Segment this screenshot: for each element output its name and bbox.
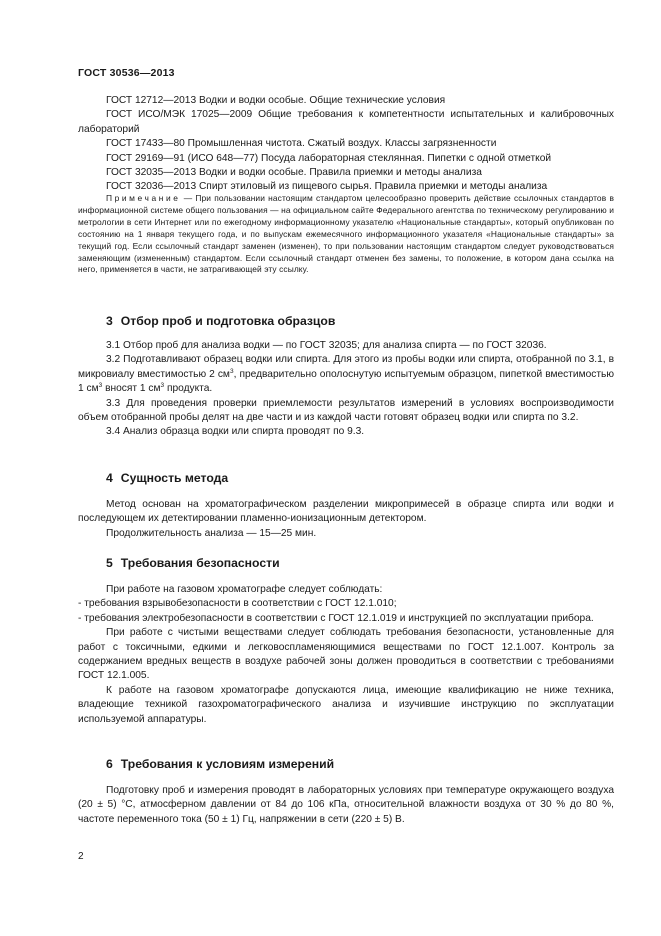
- section-4: [78, 470, 614, 541]
- reference-item: ГОСТ 32035—2013 Водки и водки особые. Правила приемки и методы анализа: [106, 167, 482, 179]
- section-6: [78, 756, 614, 827]
- reference-item: ГОСТ 32036—2013 Спирт этиловый из пищевого сырья. Правила приемки и методы анализа: [106, 181, 548, 193]
- section-3: [78, 313, 614, 440]
- paragraph: При работе с чистыми веществами следует соблюдать требования безопасности, установленные для работ с токсичными, едкими и легковоспламеняющимися веществами по ГОСТ 12.1.007. Контроль за содержанием вредных веществ в воздухе рабочей зоны должен проводиться в соответствии с требованиями ГОСТ 12.1.005.: [78, 627, 614, 682]
- paragraph: 3.4 Анализ образца водки или спирта проводят по 9.3.: [106, 426, 365, 438]
- paragraph: - требования электробезопасности в соответствии с ГОСТ 12.1.019 и инструкцией по эксплуатации прибора.: [78, 612, 594, 624]
- paragraph: Метод основан на хроматографическом разделении микропримесей в образце спирта или водки и последующем их детектировании пламенно-ионизационным детектором.: [78, 499, 614, 525]
- note-label: Примечание: [106, 193, 181, 203]
- reference-item: ГОСТ 29169—91 (ИСО 648—77) Посуда лабораторная стеклянная. Пипетки с одной отметкой: [106, 152, 552, 164]
- page-number: 2: [78, 851, 84, 862]
- note-text: — При пользовании настоящим стандартом целесообразно проверить действие ссылочных стандартов в информационной системе общего пользования — на официальном сайте Федерального агентства по техническому регулированию и метрологии в сети Интернет или по ежегодному информационному указателю «Национальные стандарты», который опубликован по состоянию на 1 января текущего года, и по выпускам ежемесячного информационного указателя «Национальные стандарты» за текущий год. Если ссылочный стандарт заменен (изменен), то при пользовании настоящим стандартом следует руководствоваться заменяющим (измененным) стандартом. Если ссылочный стандарт отменен без замены, то положение, в котором дана ссылка на него, применяется в части, не затрагивающей эту ссылку.: [78, 193, 614, 275]
- reference-item: ГОСТ 17433—80 Промышленная чистота. Сжатый воздух. Классы загрязненности: [106, 138, 497, 150]
- section-5: [78, 555, 614, 727]
- section-heading: 6 Требования к условиям измерений: [106, 757, 335, 771]
- paragraph: 3.3 Для проведения проверки приемлемости результатов измерений в условиях воспроизводимости объем отобранной пробы делят на две части и из каждой части готовят образец водки или спирта по 3.2.: [78, 397, 614, 424]
- paragraph: К работе на газовом хроматографе допускаются лица, имеющие квалификацию не ниже техника, владеющие техникой газохроматографического анализа и изучившие инструкцию по эксплуатации используемой аппаратуры.: [78, 684, 614, 725]
- paragraph: - требования взрывобезопасности в соответствии с ГОСТ 12.1.010;: [78, 598, 397, 610]
- paragraph: При работе на газовом хроматографе следует соблюдать:: [106, 584, 383, 595]
- reference-item: ГОСТ ИСО/МЭК 17025—2009 Общие требования к компетентности испытательных и калибровочных лабораторий: [78, 109, 614, 135]
- section-heading: 3 Отбор проб и подготовка образцов: [106, 314, 336, 328]
- section-heading: 4 Сущность метода: [106, 471, 229, 485]
- section-heading: 5 Требования безопасности: [106, 556, 280, 570]
- paragraph: Продолжительность анализа — 15—25 мин.: [106, 527, 317, 539]
- note-paragraph: [78, 193, 614, 276]
- paragraph: 3.1 Отбор проб для анализа водки — по ГОСТ 32035; для анализа спирта — по ГОСТ 32036.: [106, 340, 547, 351]
- references-list: [78, 94, 614, 195]
- paragraph: Подготовку проб и измерения проводят в лабораторных условиях при температуре окружающего воздуха (20 ± 5) °С, атмосферном давлении от 84 до 106 кПа, относительной влажности воздуха от 30 % до 80 %, частоте переменного тока (50 ± 1) Гц, напряжении в сети (220 ± 5) В.: [78, 785, 614, 825]
- page-header: ГОСТ 30536—2013: [78, 67, 175, 79]
- paragraph: 3.2 Подготавливают образец водки или спирта. Для этого из пробы водки или спирта, отобранной по 3.1, в микровиалу вместимостью 2 $см^3$, предварительно ополоснутую испытуемым образцом, пипеткой вместимостью 1 $см^3$ вносят 1 $см^3$ продукта.: [78, 354, 615, 395]
- reference-item: ГОСТ 12712—2013 Водки и водки особые. Общие технические условия: [106, 95, 446, 106]
